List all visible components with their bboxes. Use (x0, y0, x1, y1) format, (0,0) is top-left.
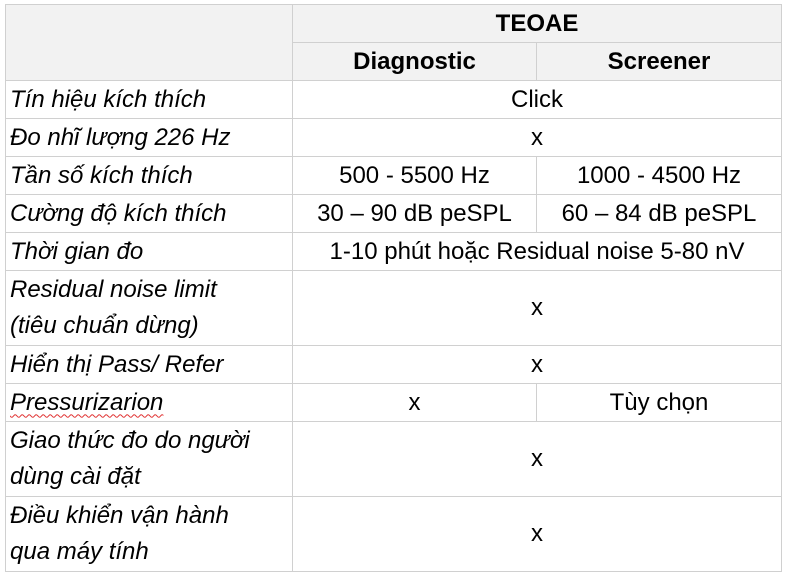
header-diagnostic: Diagnostic (293, 43, 537, 81)
cell-value: 60 – 84 dB peSPL (537, 195, 782, 233)
cell-value: 500 - 5500 Hz (293, 157, 537, 195)
table-row (6, 346, 782, 384)
row-label: Đo nhĩ lượng 226 Hz (6, 119, 293, 157)
cell-value: x (293, 497, 782, 572)
row-label: Giao thức đo do người dùng cài đặt (6, 422, 293, 497)
table-row (6, 233, 782, 271)
table-row (6, 119, 782, 157)
table-row (6, 422, 782, 497)
cell-value: 1000 - 4500 Hz (537, 157, 782, 195)
table-row (6, 195, 782, 233)
cell-value: 30 – 90 dB peSPL (293, 195, 537, 233)
cell-value: 1-10 phút hoặc Residual noise 5-80 nV (293, 233, 782, 271)
row-label: Pressurizarion (10, 388, 164, 416)
table-row (6, 384, 782, 422)
cell-value: x (293, 346, 782, 384)
corner-cell (6, 5, 293, 81)
row-label: Tín hiệu kích thích (6, 81, 293, 119)
cell-value: Tùy chọn (537, 384, 782, 422)
row-label: Điều khiển vận hành qua máy tính (6, 497, 293, 572)
table-row (6, 157, 782, 195)
header-screener: Screener (537, 43, 782, 81)
header-group-teoae: TEOAE (293, 5, 782, 43)
cell-value: x (293, 271, 782, 346)
row-label: Hiển thị Pass/ Refer (6, 346, 293, 384)
cell-value: Click (293, 81, 782, 119)
cell-value: x (293, 422, 782, 497)
row-label: Residual noise limit (tiêu chuẩn dừng) (6, 271, 293, 346)
row-label: Thời gian đo (6, 233, 293, 271)
table-row (6, 497, 782, 572)
table-row (6, 81, 782, 119)
comparison-table (5, 4, 782, 572)
cell-value: x (293, 119, 782, 157)
row-label-cell (6, 384, 293, 422)
row-label: Cường độ kích thích (6, 195, 293, 233)
cell-value: x (293, 384, 537, 422)
row-label: Tần số kích thích (6, 157, 293, 195)
table-row (6, 271, 782, 346)
